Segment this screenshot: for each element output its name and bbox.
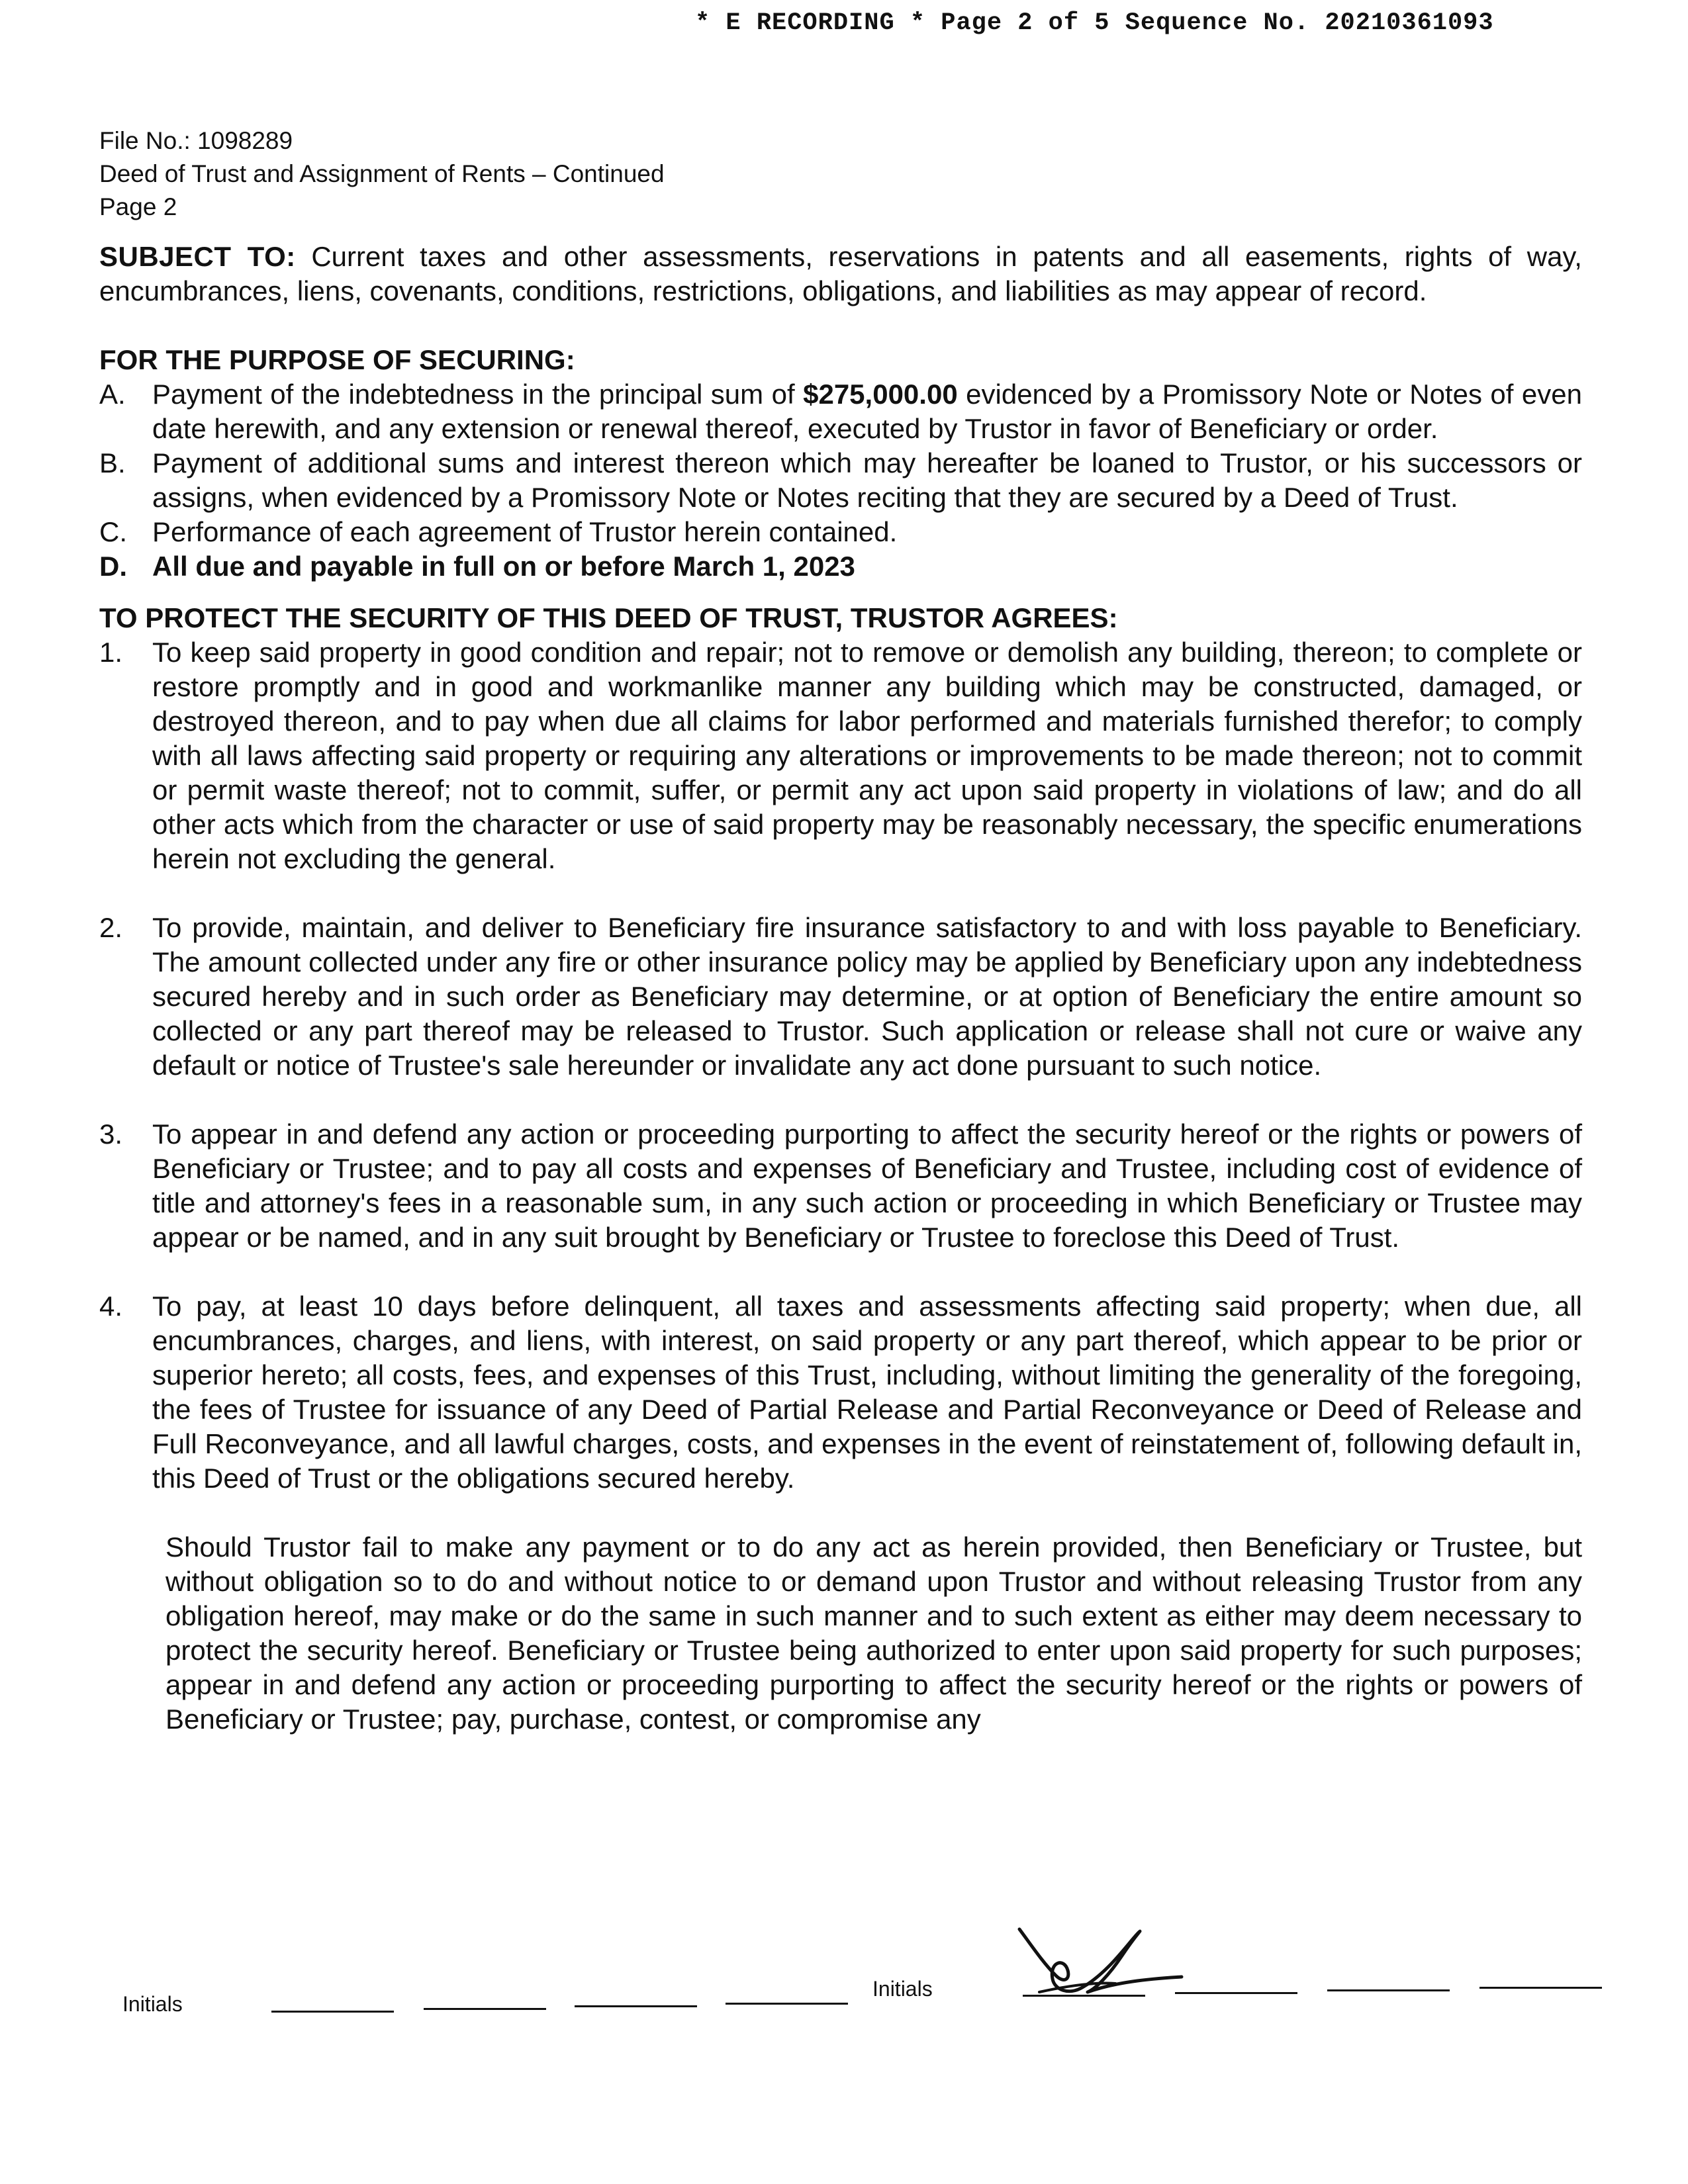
covenant-text-3: To appear in and defend any action or proceeding purporting to affect the security hereof or the rights or powers of Beneficiary or Trustee; and to pay all costs and expenses of Beneficiary and Trustee, including cost of evidence of title and attorney's fees in a reasonable sum, in any such action or proceeding in which Beneficiary or Trustee may appear or be named, and in any suit brought by Beneficiary or Trustee to foreclose this Deed of Trust. <box>152 1118 1582 1253</box>
covenant-item-3 <box>99 1117 1582 1255</box>
purpose-marker-d: D. <box>99 551 127 582</box>
protect-heading: TO PROTECT THE SECURITY OF THIS DEED OF TRUST, TRUSTOR AGREES: <box>99 602 1118 633</box>
initials-signature <box>1016 1916 1188 2002</box>
file-header <box>99 124 665 224</box>
initials-line <box>1479 1987 1602 1989</box>
purpose-text-b: Payment of additional sums and interest thereon which may hereafter be loaned to Trustor, or his successors or assigns, when evidenced by a Promissory Note or Notes reciting that they are secured by a Deed of Trust. <box>152 447 1582 513</box>
covenant-marker-4: 4. <box>99 1291 123 1322</box>
covenant-marker-3: 3. <box>99 1118 123 1150</box>
purpose-marker-a: A. <box>99 379 126 410</box>
purpose-item-c <box>99 515 1582 549</box>
initials-line <box>575 2005 697 2007</box>
subject-to-paragraph <box>99 240 1582 308</box>
document-body <box>99 240 1582 1737</box>
purpose-marker-b: B. <box>99 447 126 478</box>
purpose-heading: FOR THE PURPOSE OF SECURING: <box>99 344 575 375</box>
covenant-item-2 <box>99 911 1582 1083</box>
subject-to-text: Current taxes and other assessments, reservations in patents and all easements, rights of way, encumbrances, liens, covenants, conditions, restrictions, obligations, and liabilities as may appear of record. <box>99 241 1582 306</box>
recording-header: * E RECORDING * Page 2 of 5 Sequence No. 20210361093 <box>695 9 1494 37</box>
initials-line <box>424 2008 546 2010</box>
purpose-text-d: All due and payable in full on or before March 1, 2023 <box>152 551 855 582</box>
covenant-text-4: To pay, at least 10 days before delinquent, all taxes and assessments affecting said property; when due, all encumbrances, charges, and liens, with interest, on said property or any part thereof, which appear to be prior or superior hereto; all costs, fees, and expenses of this Trust, including, without limiting the generality of the foregoing, the fees of Trustee for issuance of any Deed of Partial Release and Partial Reconveyance or Deed of Release and Full Reconveyance, and all lawful charges, costs, and expenses in the event of reinstatement of, following default in, this Deed of Trust or the obligations secured hereby. <box>152 1291 1582 1494</box>
initials-line <box>271 2011 394 2013</box>
covenant-item-1 <box>99 635 1582 876</box>
purpose-item-b <box>99 446 1582 515</box>
file-number: File No.: 1098289 <box>99 127 293 154</box>
principal-amount: $275,000.00 <box>803 379 958 410</box>
purpose-a-text-before: Payment of the indebtedness in the principal sum of <box>152 379 804 410</box>
covenant-4-continuation: Should Trustor fail to make any payment or to do any act as herein provided, then Beneficiary or Trustee, but without obligation so to do and without notice to or demand upon Trustor and without releasing Trustor from any obligation hereof, may make or do the same in such manner and to such extent as either may deem necessary to protect the security hereof. Beneficiary or Trustee being authorized to enter upon said property for such purposes; appear in and defend any action or proceeding purporting to affect the security hereof or the rights or powers of Beneficiary or Trustee; pay, purchase, contest, or compromise any <box>165 1531 1582 1735</box>
covenant-marker-1: 1. <box>99 637 123 668</box>
covenant-text-1: To keep said property in good condition and repair; not to remove or demolish any building, thereon; to complete or restore promptly and in good and workmanlike manner any building which may be constructed, damaged, or destroyed thereon, and to pay when due all claims for labor performed and materials furnished therefor; to comply with all laws affecting said property or requiring any alterations or improvements to be made thereon; not to commit or permit waste thereof; not to commit, suffer, or permit any act upon said property in violations of law; and do all other acts which from the character or use of said property may be reasonably necessary, the specific enumerations herein not excluding the general. <box>152 637 1582 874</box>
purpose-item-d <box>99 549 1582 584</box>
initials-line <box>1327 1989 1450 1991</box>
document-title: Deed of Trust and Assignment of Rents – Continued <box>99 160 665 187</box>
initials-line <box>1175 1992 1297 1994</box>
purpose-item-a <box>99 377 1582 446</box>
initials-line <box>726 2003 848 2005</box>
covenant-item-4 <box>99 1289 1582 1496</box>
subject-to-label: SUBJECT TO: <box>99 241 296 272</box>
purpose-text-a <box>152 377 1582 446</box>
page-number: Page 2 <box>99 193 177 220</box>
initials-label-right: Initials <box>872 1977 933 2001</box>
purpose-text-c: Performance of each agreement of Trustor herein contained. <box>152 516 898 547</box>
covenant-marker-2: 2. <box>99 912 123 943</box>
purpose-a-text-after: evidenced by a Promissory Note or Notes of even date herewith, and any extension or renewal thereof, executed by Trustor in favor of Beneficiary or order. <box>152 379 1583 444</box>
initials-label-left: Initials <box>122 1992 183 2016</box>
purpose-marker-c: C. <box>99 516 127 547</box>
covenant-text-2: To provide, maintain, and deliver to Beneficiary fire insurance satisfactory to and with loss payable to Beneficiary. The amount collected under any fire or other insurance policy may be applied by Beneficiary upon any indebtedness secured hereby and in such order as Beneficiary may determine, or at option of Beneficiary the entire amount so collected or any part thereof may be released to Trustor. Such application or release shall not cure or waive any default or notice of Trustee's sale hereunder or invalidate any act done pursuant to such notice. <box>152 912 1582 1081</box>
